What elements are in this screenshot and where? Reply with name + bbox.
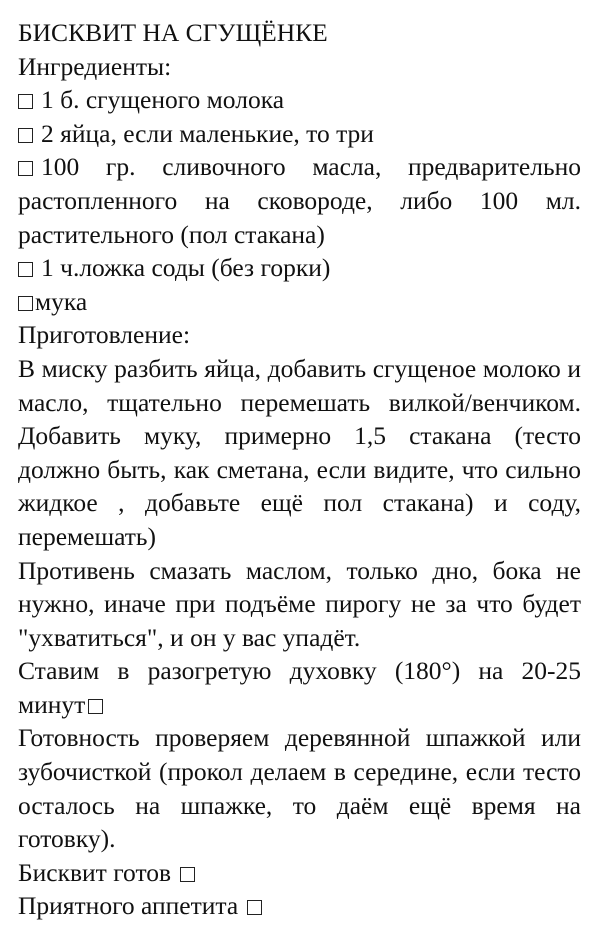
ingredient-item: [18, 251, 581, 285]
preparation-step: Готовность проверяем деревянной шпажкой или зубочисткой (прокол делаем в середине, если тесто осталось на шпажке, то даём ещё время на готовку).: [18, 723, 581, 854]
checkbox-icon: [88, 699, 103, 714]
preparation-step: Противень смазать маслом, только дно, бока не нужно, иначе при подъёме пирогу не за что будет "ухватиться", и он у вас упадёт.: [18, 555, 581, 652]
closing-text: Приятного аппетита: [18, 891, 239, 921]
ingredient-text: 1 ч.ложка соды (без горки): [41, 253, 331, 283]
ingredient-text: 2 яйца, если маленькие, то три: [41, 118, 374, 148]
ready-text: Бисквит готов: [18, 857, 172, 887]
checkbox-icon: [18, 262, 33, 277]
preparation-step: [18, 654, 581, 721]
ingredient-text: 1 б. сгущеного молока: [41, 85, 285, 115]
preparation-heading: Приготовление:: [18, 320, 191, 350]
checkbox-icon: [247, 900, 262, 915]
checkbox-icon: [18, 94, 33, 109]
checkbox-icon: [18, 161, 33, 176]
ingredient-item: [18, 285, 581, 319]
ingredients-heading: Ингредиенты:: [18, 51, 172, 81]
preparation-step-text: Ставим в разогретую духовку (180°) на 20-25 минут: [18, 656, 581, 719]
checkbox-icon: [18, 296, 33, 311]
checkbox-icon: [180, 867, 195, 882]
ingredient-text: 100 гр. сливочного масла, предварительно растопленного на сковороде, либо 100 мл. растительного (пол стакана): [18, 152, 581, 249]
ready-line: [18, 856, 581, 890]
preparation-step: В миску разбить яйца, добавить сгущеное молоко и масло, тщательно перемешать вилкой/венчиком. Добавить муку, примерно 1,5 стакана (тесто должно быть, как сметана, если видите, что сильно жидкое , добавьте ещё пол стакана) и соду, перемешать): [18, 353, 581, 551]
checkbox-icon: [18, 128, 33, 143]
recipe-document: [18, 16, 581, 923]
ingredient-text: мука: [35, 286, 88, 316]
closing-line: [18, 889, 581, 923]
recipe-title: БИСКВИТ НА СГУЩЁНКЕ: [18, 18, 328, 47]
ingredient-item: [18, 150, 581, 251]
ingredient-item: [18, 83, 581, 117]
ingredient-item: [18, 117, 581, 151]
